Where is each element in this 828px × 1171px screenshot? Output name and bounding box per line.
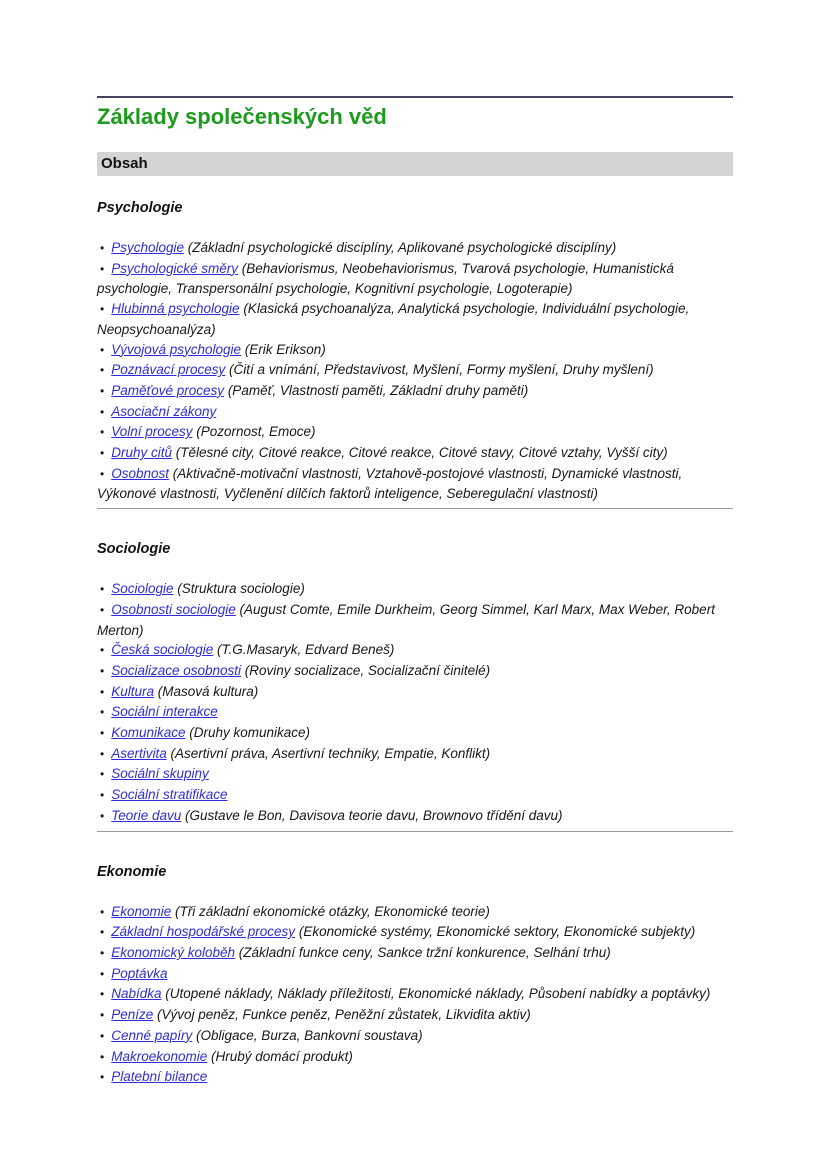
- toc-link[interactable]: Vývojová psychologie: [111, 341, 242, 357]
- toc-item-description: (Gustave le Bon, Davisova teorie davu, Brownovo třídění davu): [185, 807, 563, 823]
- section-heading: Sociologie: [97, 541, 171, 558]
- toc-link[interactable]: Socializace osobnosti: [111, 662, 242, 678]
- bullet-icon: •: [100, 808, 105, 823]
- bullet-icon: •: [100, 602, 105, 617]
- toc-item: [97, 443, 733, 464]
- bullet-icon: •: [100, 1028, 105, 1043]
- toc-link[interactable]: Cenné papíry: [111, 1027, 193, 1043]
- toc-item-description: (Paměť, Vlastnosti paměti, Základní druhy paměti): [227, 382, 529, 398]
- bullet-icon: •: [100, 987, 105, 1002]
- toc-item: [97, 360, 733, 381]
- toc-item-description: (Utopené náklady, Náklady příležitosti, Ekonomické náklady, Působení nabídky a poptávky): [165, 986, 711, 1002]
- bullet-icon: •: [100, 582, 105, 597]
- toc-item-description: (Čití a vnímání, Představivost, Myšlení, Formy myšlení, Druhy myšlení): [229, 362, 654, 378]
- toc-item-description: (T.G.Masaryk, Edvard Beneš): [217, 642, 395, 658]
- bullet-icon: •: [100, 746, 105, 761]
- section-sociologie: [97, 539, 733, 826]
- toc-item: [97, 764, 733, 785]
- toc-item: [97, 1005, 733, 1026]
- toc-link[interactable]: Paměťové procesy: [111, 382, 225, 398]
- toc-item-description: (Základní funkce ceny, Sankce tržní konkurence, Selhání trhu): [238, 944, 611, 960]
- toc-link[interactable]: Sociální interakce: [111, 704, 218, 720]
- bullet-icon: •: [100, 425, 105, 440]
- toc-item: [97, 299, 733, 339]
- toc-item: [97, 464, 733, 504]
- section-divider: [97, 508, 733, 509]
- bullet-icon: •: [100, 241, 105, 255]
- bullet-icon: •: [100, 643, 105, 658]
- toc-item: [97, 785, 733, 806]
- bullet-icon: •: [100, 261, 105, 276]
- toc-link[interactable]: Osobnosti sociologie: [111, 601, 236, 617]
- toc-item-description: (Hrubý domácí produkt): [211, 1048, 353, 1064]
- toc-link[interactable]: Makroekonomie: [111, 1048, 208, 1064]
- toc-item: [97, 984, 733, 1005]
- toc-link[interactable]: Nabídka: [111, 986, 162, 1002]
- section-heading: Psychologie: [97, 200, 183, 216]
- toc-item: [97, 640, 733, 661]
- toc-item: [97, 340, 733, 361]
- toc-link[interactable]: Poznávací procesy: [111, 362, 226, 378]
- toc-link[interactable]: Ekonomický koloběh: [111, 944, 236, 960]
- toc-link[interactable]: Sociální skupiny: [111, 766, 209, 782]
- contents-header: Obsah: [97, 152, 733, 176]
- toc-item-description: (Struktura sociologie): [177, 581, 305, 597]
- toc-item-description: (Masová kultura): [157, 683, 259, 699]
- bullet-icon: •: [100, 705, 105, 720]
- bullet-icon: •: [100, 1008, 105, 1023]
- toc-item-description: (Erik Erikson): [244, 341, 326, 357]
- toc-item: [97, 1067, 733, 1088]
- page-title: Základy společenských věd: [97, 104, 387, 129]
- toc-item: [97, 238, 733, 259]
- toc-link[interactable]: Psychologie: [111, 240, 184, 255]
- toc-link[interactable]: Psychologické směry: [111, 260, 238, 276]
- top-rule: [97, 96, 733, 98]
- toc-item-description: (Ekonomické systémy, Ekonomické sektory, Ekonomické subjekty): [298, 924, 696, 940]
- bullet-icon: •: [100, 466, 105, 481]
- toc-item-description: (August Comte, Emile Durkheim, Georg Simmel, Karl Marx, Max Weber, Robert Merton): [97, 601, 715, 638]
- toc-item-description: (Tělesné city, Citové reakce, Citové reakce, Citové stavy, Citové vztahy, Vyšší city): [175, 445, 668, 461]
- toc-item: [97, 381, 733, 402]
- toc-link[interactable]: Kultura: [111, 683, 154, 699]
- section-list: [97, 579, 733, 826]
- toc-link[interactable]: Ekonomie: [111, 903, 172, 919]
- toc-item: [97, 600, 733, 640]
- toc-link[interactable]: Sociální stratifikace: [111, 787, 228, 803]
- document-content: [97, 0, 733, 1088]
- section-divider: [97, 831, 733, 832]
- bullet-icon: •: [100, 663, 105, 678]
- toc-item-description: (Asertivní práva, Asertivní techniky, Empatie, Konflikt): [170, 745, 491, 761]
- bullet-icon: •: [100, 363, 105, 378]
- toc-item-description: (Klasická psychoanalýza, Analytická psychologie, Individuální psychologie, Neopsychoanalýza): [97, 301, 690, 337]
- toc-item: [97, 682, 733, 703]
- section-list: [97, 238, 733, 504]
- section-ekonomie: [97, 862, 733, 1088]
- section-list: [97, 902, 733, 1088]
- section-heading: Ekonomie: [97, 863, 167, 880]
- toc-item: [97, 579, 733, 600]
- toc-item-description: (Obligace, Burza, Bankovní soustava): [196, 1027, 423, 1043]
- toc-link[interactable]: Platební bilance: [111, 1069, 208, 1085]
- bullet-icon: •: [100, 788, 105, 803]
- toc-item-description: (Tři základní ekonomické otázky, Ekonomické teorie): [175, 903, 490, 919]
- bullet-icon: •: [100, 945, 105, 960]
- bullet-icon: •: [100, 925, 105, 940]
- toc-item-description: (Vývoj peněz, Funkce peněz, Peněžní zůstatek, Likvidita aktiv): [157, 1007, 531, 1023]
- toc-item: [97, 922, 733, 943]
- bullet-icon: •: [100, 404, 105, 419]
- toc-link[interactable]: Asociační zákony: [111, 403, 217, 419]
- bullet-icon: •: [100, 342, 105, 357]
- toc-link[interactable]: Česká sociologie: [111, 642, 214, 658]
- toc-item: [97, 902, 733, 923]
- toc-item: [97, 1026, 733, 1047]
- toc-link[interactable]: Základní hospodářské procesy: [111, 924, 296, 940]
- toc-link[interactable]: Druhy citů: [111, 445, 172, 461]
- bullet-icon: •: [100, 904, 105, 919]
- toc-item-description: (Pozornost, Emoce): [196, 424, 316, 440]
- toc-link[interactable]: Poptávka: [111, 965, 168, 981]
- toc-item: [97, 402, 733, 423]
- bullet-icon: •: [100, 966, 105, 981]
- toc-item-description: (Behaviorismus, Neobehaviorismus, Tvarová psychologie, Humanistická psychologie, Transpersonální psychologie, Kognitivní psychologie, Logoterapie): [97, 260, 674, 297]
- toc-item: [97, 723, 733, 744]
- bullet-icon: •: [100, 726, 105, 741]
- toc-link[interactable]: Sociologie: [111, 581, 174, 597]
- toc-link[interactable]: Komunikace: [111, 725, 186, 741]
- toc-link[interactable]: Asertivita: [111, 745, 167, 761]
- bullet-icon: •: [100, 767, 105, 782]
- bullet-icon: •: [100, 446, 105, 461]
- toc-item-description: (Roviny socializace, Socializační činitelé): [244, 662, 491, 678]
- toc-link[interactable]: Teorie davu: [111, 807, 182, 823]
- bullet-icon: •: [100, 383, 105, 398]
- sections: [97, 198, 733, 1088]
- bullet-icon: •: [100, 1070, 105, 1085]
- toc-link[interactable]: Hlubinná psychologie: [111, 301, 240, 317]
- bullet-icon: •: [100, 684, 105, 699]
- toc-link[interactable]: Volní procesy: [111, 424, 193, 440]
- toc-item: [97, 422, 733, 443]
- toc-item: [97, 259, 733, 299]
- section-psychologie: [97, 198, 733, 504]
- bullet-icon: •: [100, 302, 105, 317]
- toc-link[interactable]: Osobnost: [111, 465, 169, 481]
- toc-item: [97, 744, 733, 765]
- toc-item: [97, 702, 733, 723]
- toc-item: [97, 661, 733, 682]
- toc-item: [97, 964, 733, 985]
- toc-item-description: (Aktivačně-motivační vlastnosti, Vztahově-postojové vlastnosti, Dynamické vlastnosti, Výkonové vlastnosti, Vyčlenění dílčích faktorů inteligence, Seberegulační vlastnosti): [97, 465, 683, 502]
- toc-link[interactable]: Peníze: [111, 1007, 154, 1023]
- toc-item: [97, 806, 733, 827]
- toc-item-description: (Druhy komunikace): [189, 725, 311, 741]
- toc-item: [97, 943, 733, 964]
- bullet-icon: •: [100, 1049, 105, 1064]
- toc-item: [97, 1047, 733, 1068]
- toc-item-description: (Základní psychologické disciplíny, Aplikované psychologické disciplíny): [187, 240, 617, 255]
